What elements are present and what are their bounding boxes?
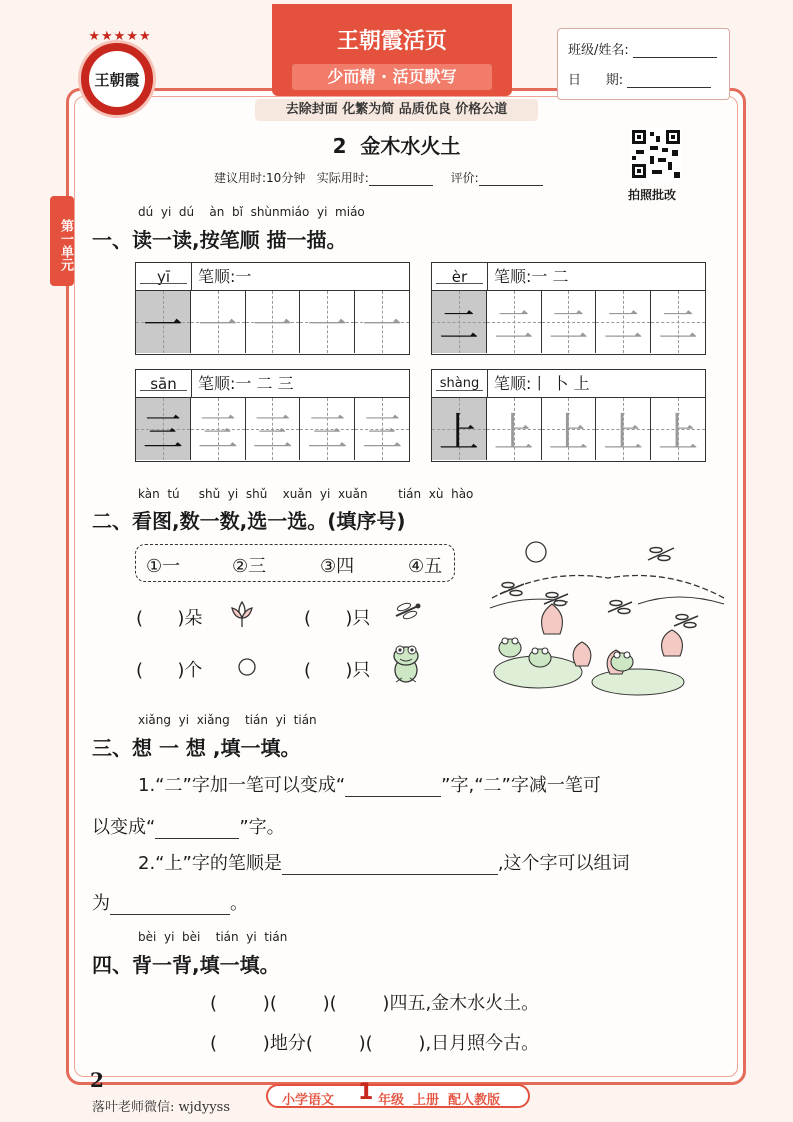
option-1: ①一 (146, 556, 181, 577)
box-pinyin: yī (136, 263, 192, 291)
option-4: ④五 (408, 556, 443, 577)
option-3: ③四 (320, 556, 355, 577)
count-frog-field[interactable]: ( )只 (304, 660, 371, 681)
frog-icon (390, 640, 422, 686)
trace-cell[interactable]: 二 (432, 291, 487, 353)
trace-cell[interactable]: 三 (136, 398, 191, 460)
trace-cell[interactable]: 上 (542, 398, 597, 460)
box-pinyin: sān (136, 370, 192, 398)
trace-cell[interactable]: 三 (300, 398, 355, 460)
dragonfly-icon (392, 600, 422, 622)
trace-cell[interactable]: 上 (487, 398, 542, 460)
unit-tab: 第一单元 (50, 196, 74, 286)
grade-number: 1 (358, 1080, 374, 1105)
logo-text: 王朝霞 (89, 51, 145, 107)
qr-label: 拍照批改 (628, 188, 677, 202)
trace-cell[interactable]: 三 (355, 398, 409, 460)
slogan: 少而精 · 活页默写 (292, 64, 492, 90)
section4-pinyin: bèi yi bèi tián yi tián (138, 930, 288, 944)
section3-pinyin: xiǎng yi xiǎng tián yi tián (138, 713, 317, 727)
answer-blank-2[interactable] (155, 821, 239, 839)
lotus-flower-icon (228, 598, 256, 628)
question-2-line2: 为 。 (92, 893, 248, 914)
stroke-box-yi (135, 262, 410, 355)
lesson-title: 2 金木水火土 (332, 134, 461, 158)
option-2: ②三 (232, 556, 267, 577)
watermark: 落叶老师微信: wjdyyss (92, 1100, 231, 1115)
header-banner (272, 4, 512, 96)
page-number: 2 (90, 1068, 104, 1092)
rating-label: 评价: (450, 171, 479, 185)
trace-cell[interactable]: 上 (596, 398, 651, 460)
stroke-order: 笔顺:一 二 (494, 267, 569, 286)
section2-heading: 二、看图,数一数,选一选。(填序号) (92, 509, 406, 533)
stroke-box-san (135, 369, 410, 462)
trace-cell[interactable]: 上 (651, 398, 705, 460)
stroke-box-er (431, 262, 706, 355)
trace-cell[interactable]: 一 (300, 291, 355, 353)
stroke-box-shang (431, 369, 706, 462)
trace-cell[interactable]: 二 (596, 291, 651, 353)
stroke-order: 笔顺:一 (198, 267, 252, 286)
question-2-line1: 2.“上”字的笔顺是 ,这个字可以组词 (138, 853, 630, 874)
trace-cell[interactable]: 一 (246, 291, 301, 353)
trace-cell[interactable]: 二 (487, 291, 542, 353)
question-1-line2: 以变成“ ”字。 (92, 817, 285, 838)
stars-icon: ★★★★★ (88, 29, 152, 44)
trace-cell[interactable]: 三 (246, 398, 301, 460)
student-info-box (557, 28, 730, 100)
answer-blank-1[interactable] (345, 779, 441, 797)
answer-blank-4[interactable] (110, 897, 230, 915)
count-flower-field[interactable]: ( )朵 (136, 608, 203, 629)
class-name-field[interactable] (633, 44, 717, 58)
date-label: 日 期: (568, 73, 624, 88)
grade-label: 年级 上册 配人教版 (378, 1093, 501, 1108)
trace-cell[interactable]: 三 (191, 398, 246, 460)
rating-field[interactable] (479, 174, 543, 186)
trace-cell[interactable]: 一 (136, 291, 191, 353)
stroke-order: 笔顺:丨 卜 上 (494, 374, 590, 393)
trace-cell[interactable]: 一 (191, 291, 246, 353)
qr-code-icon[interactable] (630, 128, 682, 180)
footer-badge (266, 1080, 530, 1108)
trace-cell[interactable]: 二 (651, 291, 705, 353)
answer-blank-3[interactable] (282, 857, 498, 875)
section2-pinyin: kàn tú shǔ yi shǔ xuǎn yi xuǎn tián xù hào (138, 487, 474, 501)
brand-title: 王朝霞活页 (336, 28, 447, 54)
question-1-line1: 1.“二”字加一笔可以变成“ ”字,“二”字减一笔可 (138, 775, 601, 796)
section1-pinyin: dú yi dú àn bǐ shùnmiáo yi miáo (138, 205, 365, 219)
actual-time-label: 实际用时: (316, 171, 369, 185)
options-box (135, 544, 455, 582)
section3-heading: 三、想 一 想 ,填一填。 (92, 736, 301, 760)
subject-label: 小学语文 (282, 1093, 335, 1108)
trace-cell[interactable]: 二 (542, 291, 597, 353)
actual-time-field[interactable] (369, 174, 433, 186)
suggested-time: 建议用时:10分钟 (214, 171, 306, 185)
count-sun-field[interactable]: ( )个 (136, 660, 203, 681)
poem-line-2[interactable]: ( )地分( )( ),日月照今古。 (210, 1033, 540, 1054)
poem-line-1[interactable]: ( )( )( )四五,金木水火土。 (210, 993, 540, 1014)
time-row (214, 169, 557, 186)
trace-cell[interactable]: 上 (432, 398, 487, 460)
stroke-order: 笔顺:一 二 三 (198, 374, 294, 393)
section4-heading: 四、背一背,填一填。 (92, 953, 280, 977)
count-dragonfly-field[interactable]: ( )只 (304, 608, 371, 629)
section1-heading: 一、读一读,按笔顺 描一描。 (92, 228, 347, 252)
pond-scene-illustration (488, 538, 728, 698)
box-pinyin: shàng (432, 370, 488, 398)
circle-sun-icon (236, 656, 258, 678)
box-pinyin: èr (432, 263, 488, 291)
tagline: 去除封面 化繁为简 品质优良 价格公道 (255, 99, 538, 121)
publisher-logo (78, 29, 156, 118)
class-name-label: 班级/姓名: (568, 43, 629, 58)
trace-cell[interactable]: 一 (355, 291, 409, 353)
date-field[interactable] (627, 74, 711, 88)
